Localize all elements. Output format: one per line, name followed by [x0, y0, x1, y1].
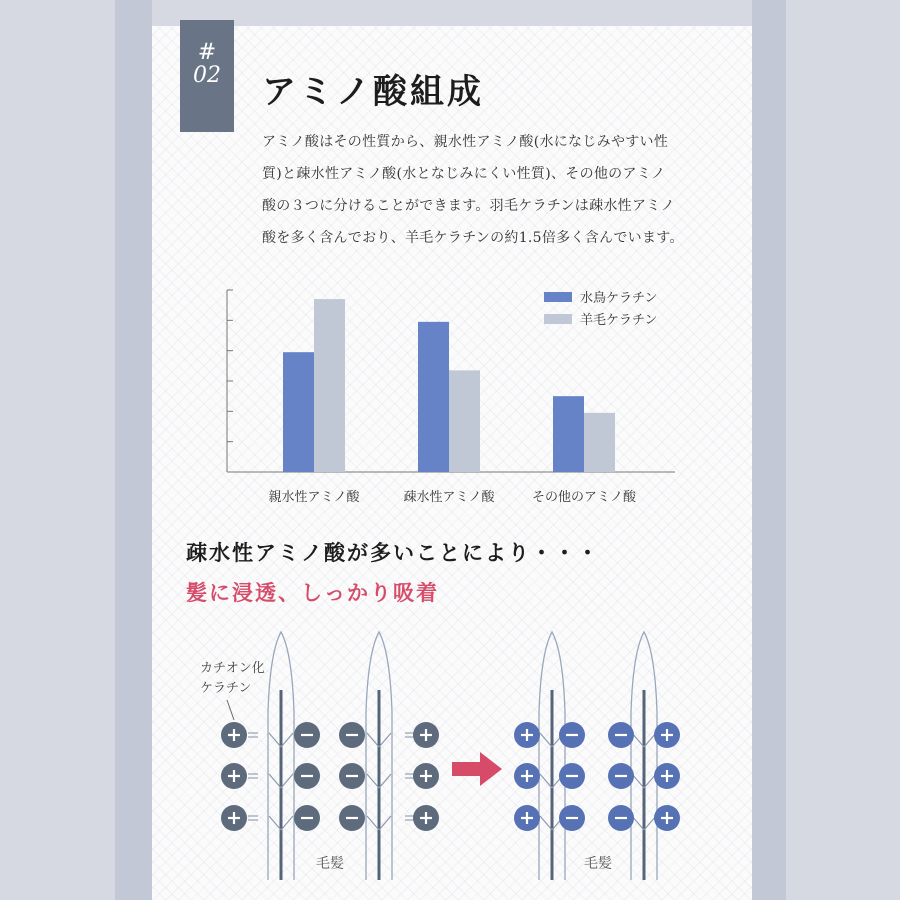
plus-ion-icon — [514, 763, 540, 789]
x-tick-label: 疎水性アミノ酸 — [403, 490, 495, 505]
badge-hash: # — [197, 40, 217, 65]
plus-ion-icon — [413, 763, 439, 789]
plus-ion-icon — [221, 805, 247, 831]
plus-ion-icon — [221, 722, 247, 748]
hair-label: 毛髪 — [584, 856, 612, 872]
minus-ion-icon — [339, 763, 365, 789]
plus-ion-icon — [514, 722, 540, 748]
cationic-keratin-label: ケラチン — [200, 681, 252, 696]
label-leader-line — [227, 700, 234, 720]
minus-ion-icon — [339, 805, 365, 831]
description-paragraph — [262, 126, 722, 254]
bar-series2 — [449, 370, 480, 472]
minus-ion-icon — [294, 805, 320, 831]
plus-ion-icon — [514, 805, 540, 831]
legend-label: 羊毛ケラチン — [580, 313, 658, 328]
left-border-strip — [115, 0, 152, 900]
right-border-strip — [752, 0, 786, 900]
hair-label: 毛髪 — [316, 856, 344, 872]
bar-series1 — [553, 396, 584, 472]
legend-label: 水鳥ケラチン — [580, 291, 658, 306]
description-line: 酸を多く含んでおり、羊毛ケラチンの約1.5倍多く含んでいます。 — [262, 230, 684, 246]
hair-strand — [631, 632, 657, 880]
hair-strand — [268, 632, 294, 880]
plus-ion-icon — [413, 805, 439, 831]
description-line: 酸の３つに分けることができます。羽毛ケラチンは疎水性アミノ — [262, 198, 675, 214]
x-tick-label: 親水性アミノ酸 — [268, 490, 360, 505]
legend-swatch — [544, 314, 572, 324]
bar-series2 — [314, 299, 345, 472]
keratin-adsorption-diagram — [152, 620, 752, 880]
plus-ion-icon — [654, 805, 680, 831]
legend-swatch — [544, 292, 572, 302]
description-line: 質)と疎水性アミノ酸(水となじみにくい性質)、その他のアミノ — [262, 166, 666, 182]
subheading-cause: 疎水性アミノ酸が多いことにより・・・ — [186, 540, 600, 565]
minus-ion-icon — [294, 763, 320, 789]
minus-ion-icon — [339, 722, 365, 748]
badge-number: 02 — [193, 63, 221, 88]
amino-acid-bar-chart — [215, 280, 695, 520]
minus-ion-icon — [608, 722, 634, 748]
subheading-effect: 髪に浸透、しっかり吸着 — [186, 580, 439, 605]
plus-ion-icon — [654, 763, 680, 789]
bar-series2 — [584, 413, 615, 472]
section-number-badge — [180, 20, 234, 132]
bar-series1 — [283, 352, 314, 472]
hair-strand — [366, 632, 392, 880]
minus-ion-icon — [294, 722, 320, 748]
minus-ion-icon — [608, 763, 634, 789]
plus-ion-icon — [654, 722, 680, 748]
cationic-keratin-label: カチオン化 — [200, 661, 265, 676]
minus-ion-icon — [559, 805, 585, 831]
hair-strand — [539, 632, 565, 880]
plus-ion-icon — [221, 763, 247, 789]
minus-ion-icon — [559, 763, 585, 789]
x-tick-label: その他のアミノ酸 — [531, 490, 637, 505]
bar-series1 — [418, 322, 449, 472]
minus-ion-icon — [608, 805, 634, 831]
section-title: アミノ酸組成 — [262, 72, 484, 112]
plus-ion-icon — [413, 722, 439, 748]
description-line: アミノ酸はその性質から、親水性アミノ酸(水になじみやすい性 — [262, 134, 669, 150]
minus-ion-icon — [559, 722, 585, 748]
right-arrow-icon — [452, 752, 502, 786]
